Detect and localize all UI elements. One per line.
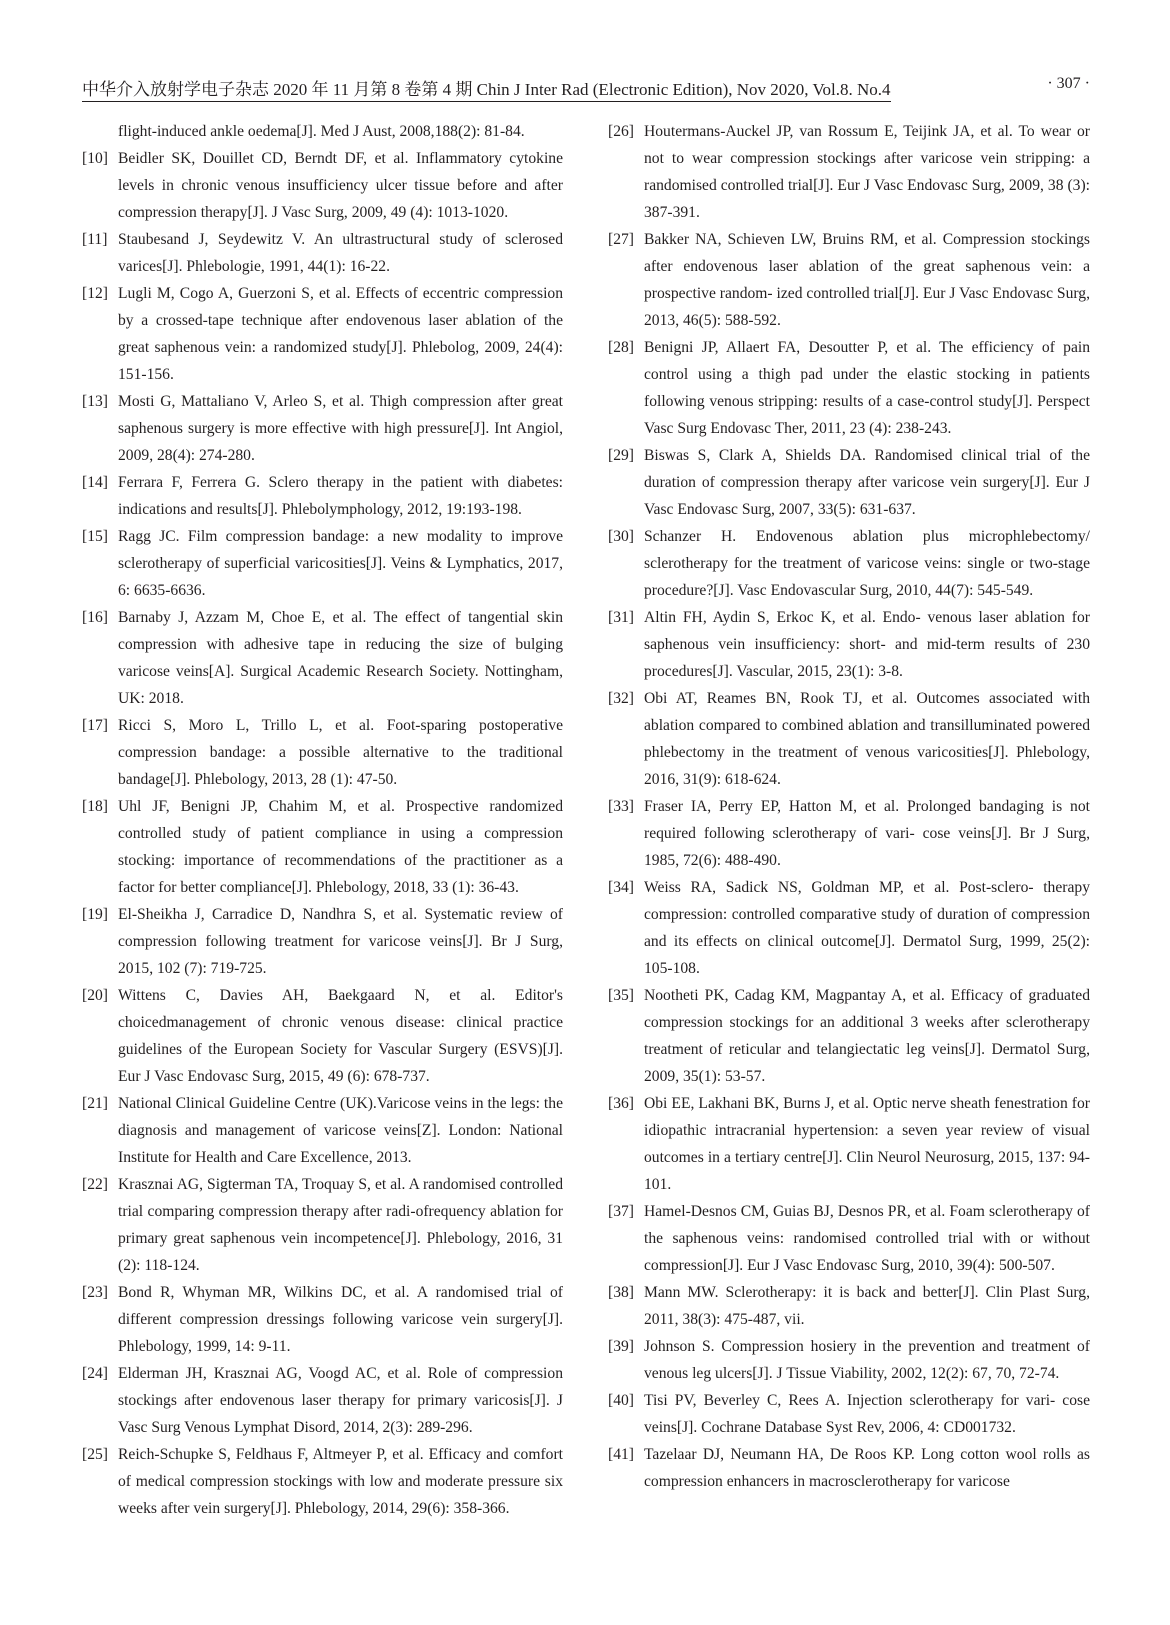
reference-item — [608, 1279, 1090, 1333]
reference-item — [82, 1171, 563, 1279]
reference-text: Tazelaar DJ, Neumann HA, De Roos KP. Long cotton wool rolls as compression enhancers in macrosclerotherapy for varicose — [644, 1446, 1090, 1490]
reference-number: [23] — [82, 1284, 108, 1301]
reference-item — [82, 712, 563, 793]
reference-item — [82, 1090, 563, 1171]
reference-text: Ferrara F, Ferrera G. Sclero therapy in the patient with diabetes: indications and results[J]. Phlebolymphology, 2012, 19:193-198. — [118, 474, 563, 518]
reference-number: [36] — [608, 1095, 634, 1112]
reference-number: [38] — [608, 1284, 634, 1301]
reference-list-right — [608, 118, 1090, 1495]
reference-item — [608, 226, 1090, 334]
reference-item — [608, 1090, 1090, 1198]
reference-text: Benigni JP, Allaert FA, Desoutter P, et al. The efficiency of pain control using a thigh pad under the elastic stocking in patients following venous stripping: results of a case-control study[J]. Perspect Vasc Surg Endovasc Ther, 2011, 23 (4): 238-243. — [644, 339, 1090, 437]
page-number: · 307 · — [1047, 75, 1090, 92]
reference-text: Reich-Schupke S, Feldhaus F, Altmeyer P, et al. Efficacy and comfort of medical compression stockings with low and moderate pressure six weeks after vein surgery[J]. Phlebology, 2014, 29(6): 358-366. — [118, 1446, 563, 1517]
reference-item — [608, 685, 1090, 793]
running-header — [82, 73, 1090, 99]
reference-text: Obi AT, Reames BN, Rook TJ, et al. Outcomes associated with ablation compared to combined ablation and transilluminated powered phlebectomy in the treatment of venous varicosities[J]. Phlebology, 2016, 31(9): 618-624. — [644, 690, 1090, 788]
reference-number: [13] — [82, 393, 108, 410]
reference-item — [82, 523, 563, 604]
reference-text: Obi EE, Lakhani BK, Burns J, et al. Optic nerve sheath fenestration for idiopathic intracranial hypertension: a seven year review of visual outcomes in a tertiary centre[J]. Clin Neurol Neurosurg, 2015, 137: 94-101. — [644, 1095, 1090, 1193]
reference-text: Mosti G, Mattaliano V, Arleo S, et al. Thigh compression after great saphenous surgery is more effective with high pressure[J]. Int Angiol, 2009, 28(4): 274-280. — [118, 393, 563, 464]
reference-item — [82, 604, 563, 712]
reference-text: Schanzer H. Endovenous ablation plus microphlebectomy/ sclerotherapy for the treatment of varicose veins: single or two-stage procedure?[J]. Vasc Endovascular Surg, 2010, 44(7): 545-549. — [644, 528, 1090, 599]
reference-item — [608, 1387, 1090, 1441]
journal-citation-line: 中华介入放射学电子杂志 2020 年 11 月第 8 卷第 4 期 Chin J Inter Rad (Electronic Edition), Nov 2020, Vol.8. No.4 — [82, 75, 891, 102]
reference-text: Elderman JH, Krasznai AG, Voogd AC, et al. Role of compression stockings after endovenous laser therapy for primary varicosis[J]. J Vasc Surg Venous Lymphat Disord, 2014, 2(3): 289-296. — [118, 1365, 563, 1436]
reference-item — [82, 388, 563, 469]
reference-item — [82, 982, 563, 1090]
reference-item — [608, 604, 1090, 685]
reference-item — [82, 1360, 563, 1441]
reference-text: Nootheti PK, Cadag KM, Magpantay A, et al. Efficacy of graduated compression stockings for an additional 3 weeks after sclerotherapy treatment of reticular and telangiectatic leg veins[J]. Dermatol Surg, 2009, 35(1): 53-57. — [644, 987, 1090, 1085]
reference-item — [82, 145, 563, 226]
reference-number: [31] — [608, 609, 634, 626]
reference-text: Beidler SK, Douillet CD, Berndt DF, et al. Inflammatory cytokine levels in chronic venous insufficiency ulcer tissue before and after compression therapy[J]. J Vasc Surg, 2009, 49 (4): 1013-1020. — [118, 150, 563, 221]
reference-number: [17] — [82, 717, 108, 734]
reference-number: [29] — [608, 447, 634, 464]
reference-item — [608, 1441, 1090, 1495]
reference-number: [20] — [82, 987, 108, 1004]
reference-text: National Clinical Guideline Centre (UK).Varicose veins in the legs: the diagnosis and management of varicose veins[Z]. London: National Institute for Health and Care Excellence, 2013. — [118, 1095, 563, 1166]
reference-item — [82, 793, 563, 901]
reference-number: [11] — [82, 231, 108, 248]
reference-number: [24] — [82, 1365, 108, 1382]
reference-text: Bakker NA, Schieven LW, Bruins RM, et al. Compression stockings after endovenous laser ablation of the great saphenous vein: a prospective random- ized controlled trial[J]. Eur J Vasc Endovasc Surg, 2013, 46(5): 588-592. — [644, 231, 1090, 329]
reference-text: Houtermans-Auckel JP, van Rossum E, Teijink JA, et al. To wear or not to wear compression stockings after varicose vein stripping: a randomised controlled trial[J]. Eur J Vasc Endovasc Surg, 2009, 38 (3): 387-391. — [644, 123, 1090, 221]
reference-list-left — [82, 145, 563, 1522]
reference-number: [37] — [608, 1203, 634, 1220]
reference-number: [15] — [82, 528, 108, 545]
reference-item — [608, 442, 1090, 523]
reference-number: [12] — [82, 285, 108, 302]
reference-item — [608, 523, 1090, 604]
reference-item — [608, 793, 1090, 874]
references-right-column — [608, 118, 1090, 1495]
reference-item — [608, 982, 1090, 1090]
reference-text: Ragg JC. Film compression bandage: a new modality to improve sclerotherapy of superficial varicosities[J]. Veins & Lymphatics, 2017, 6: 6635-6636. — [118, 528, 563, 599]
reference-item — [608, 874, 1090, 982]
reference-number: [34] — [608, 879, 634, 896]
reference-number: [10] — [82, 150, 108, 167]
reference-text: Barnaby J, Azzam M, Choe E, et al. The effect of tangential skin compression with adhesive tape in reducing the size of bulging varicose veins[A]. Surgical Academic Research Society. Nottingham, UK: 2018. — [118, 609, 563, 707]
reference-item — [608, 334, 1090, 442]
reference-number: [16] — [82, 609, 108, 626]
reference-text: Mann MW. Sclerotherapy: it is back and better[J]. Clin Plast Surg, 2011, 38(3): 475-487, vii. — [644, 1284, 1090, 1328]
reference-text: Johnson S. Compression hosiery in the prevention and treatment of venous leg ulcers[J]. J Tissue Viability, 2002, 12(2): 67, 70, 72-74. — [644, 1338, 1090, 1382]
reference-continuation — [82, 118, 563, 145]
reference-item — [82, 1441, 563, 1522]
reference-text: Weiss RA, Sadick NS, Goldman MP, et al. Post-sclero- therapy compression: controlled comparative study of duration of compression and its effects on clinical outcome[J]. Dermatol Surg, 1999, 25(2): 105-108. — [644, 879, 1090, 977]
reference-text: Fraser IA, Perry EP, Hatton M, et al. Prolonged bandaging is not required following sclerotherapy of vari- cose veins[J]. Br J Surg, 1985, 72(6): 488-490. — [644, 798, 1090, 869]
reference-text: Altin FH, Aydin S, Erkoc K, et al. Endo- venous laser ablation for saphenous vein insufficiency: short- and mid-term results of 230 procedures[J]. Vascular, 2015, 23(1): 3-8. — [644, 609, 1090, 680]
reference-number: [19] — [82, 906, 108, 923]
reference-number: [40] — [608, 1392, 634, 1409]
reference-text: Hamel-Desnos CM, Guias BJ, Desnos PR, et al. Foam sclerotherapy of the saphenous veins: randomised controlled trial with or without compression[J]. Eur J Vasc Endovasc Surg, 2010, 39(4): 500-507. — [644, 1203, 1090, 1274]
reference-text: Bond R, Whyman MR, Wilkins DC, et al. A randomised trial of different compression dressings following varicose vein surgery[J]. Phlebology, 1999, 14: 9-11. — [118, 1284, 563, 1355]
reference-number: [35] — [608, 987, 634, 1004]
reference-text: Biswas S, Clark A, Shields DA. Randomised clinical trial of the duration of compression therapy after varicose vein surgery[J]. Eur J Vasc Endovasc Surg, 2007, 33(5): 631-637. — [644, 447, 1090, 518]
reference-text: Uhl JF, Benigni JP, Chahim M, et al. Prospective randomized controlled study of patient compliance in using a compression stocking: importance of recommendations of the practitioner as a factor for better compliance[J]. Phlebology, 2018, 33 (1): 36-43. — [118, 798, 563, 896]
reference-text: Krasznai AG, Sigterman TA, Troquay S, et al. A randomised controlled trial comparing compression therapy after radi-ofrequency ablation for primary great saphenous vein incompetence[J]. Phlebology, 2016, 31 (2): 118-124. — [118, 1176, 563, 1274]
reference-item — [82, 901, 563, 982]
reference-text: Ricci S, Moro L, Trillo L, et al. Foot-sparing postoperative compression bandage: a possible alternative to the traditional bandage[J]. Phlebology, 2013, 28 (1): 47-50. — [118, 717, 563, 788]
reference-item — [82, 469, 563, 523]
reference-text: Lugli M, Cogo A, Guerzoni S, et al. Effects of eccentric compression by a crossed-tape technique after endovenous laser ablation of the great saphenous vein: a randomized study[J]. Phlebolog, 2009, 24(4): 151-156. — [118, 285, 563, 383]
references-left-column — [82, 118, 563, 1522]
reference-item — [608, 1333, 1090, 1387]
reference-number: [26] — [608, 123, 634, 140]
reference-number: [33] — [608, 798, 634, 815]
reference-item — [82, 1279, 563, 1360]
reference-number: [39] — [608, 1338, 634, 1355]
reference-number: [18] — [82, 798, 108, 815]
reference-item — [82, 280, 563, 388]
reference-number: [30] — [608, 528, 634, 545]
reference-number: [28] — [608, 339, 634, 356]
reference-number: [25] — [82, 1446, 108, 1463]
reference-text: Staubesand J, Seydewitz V. An ultrastructural study of sclerosed varices[J]. Phlebologie, 1991, 44(1): 16-22. — [118, 231, 563, 275]
reference-item — [608, 118, 1090, 226]
reference-text: flight-induced ankle oedema[J]. Med J Aust, 2008,188(2): 81-84. — [118, 123, 525, 140]
reference-text: Wittens C, Davies AH, Baekgaard N, et al. Editor's choicedmanagement of chronic venous disease: clinical practice guidelines of the European Society for Vascular Surgery (ESVS)[J]. Eur J Vasc Endovasc Surg, 2015, 49 (6): 678-737. — [118, 987, 563, 1085]
reference-item — [82, 226, 563, 280]
reference-number: [27] — [608, 231, 634, 248]
reference-number: [22] — [82, 1176, 108, 1193]
reference-text: El-Sheikha J, Carradice D, Nandhra S, et al. Systematic review of compression following treatment for varicose veins[J]. Br J Surg, 2015, 102 (7): 719-725. — [118, 906, 563, 977]
reference-item — [608, 1198, 1090, 1279]
reference-text: Tisi PV, Beverley C, Rees A. Injection sclerotherapy for vari- cose veins[J]. Cochrane Database Syst Rev, 2006, 4: CD001732. — [644, 1392, 1090, 1436]
reference-number: [41] — [608, 1446, 634, 1463]
reference-number: [32] — [608, 690, 634, 707]
reference-number: [21] — [82, 1095, 108, 1112]
reference-number: [14] — [82, 474, 108, 491]
